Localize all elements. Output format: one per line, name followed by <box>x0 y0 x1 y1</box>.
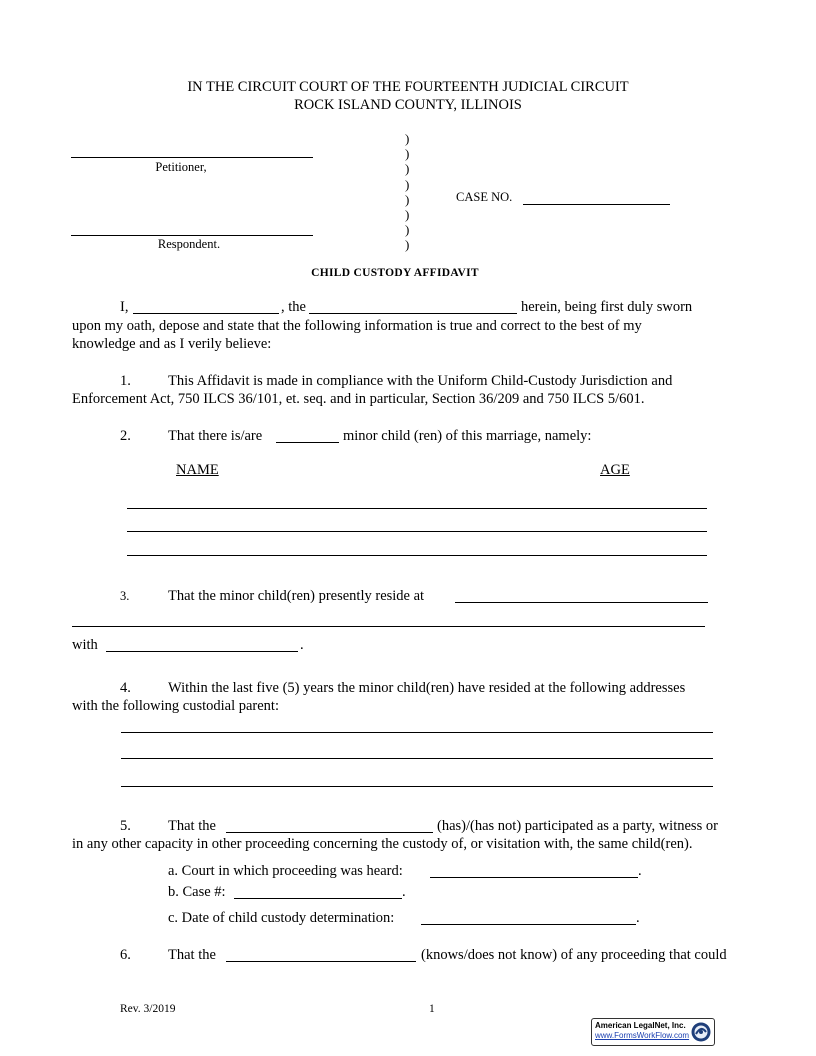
case-no-label: CASE NO. <box>456 190 513 204</box>
p3-period: . <box>300 637 304 653</box>
affiant-role-field[interactable] <box>309 313 517 314</box>
p3-text: That the minor child(ren) presently reside at <box>168 588 425 604</box>
p5-post: (has)/(has not) participated as a party, witness or <box>437 818 718 834</box>
p2-post: minor child (ren) of this marriage, namely: <box>343 428 592 444</box>
p4-line1: Within the last five (5) years the minor child(ren) have resided at the following addresses <box>168 680 686 696</box>
intro-i: I, <box>120 299 129 315</box>
address-row-1[interactable] <box>121 732 713 733</box>
p5-a-label: a. Court in which proceeding was heard: <box>168 863 403 879</box>
residing-with-field[interactable] <box>106 651 298 652</box>
intro-line2: upon my oath, depose and state that the following information is true and correct to the best of my <box>72 318 642 334</box>
petitioner-line[interactable] <box>71 157 313 158</box>
p4-number: 4. <box>120 680 131 696</box>
document-title: CHILD CUSTODY AFFIDAVIT <box>311 267 479 279</box>
publisher-name: American LegalNet, Inc. <box>595 1021 686 1030</box>
p5-b-label: b. Case #: <box>168 884 226 900</box>
p5-a-period: . <box>638 863 642 879</box>
county-name: ROCK ISLAND COUNTY, ILLINOIS <box>294 97 522 113</box>
publisher-logo[interactable] <box>591 1018 715 1046</box>
party-field[interactable] <box>226 832 433 833</box>
children-count-field[interactable] <box>276 442 339 443</box>
child-row-1[interactable] <box>127 508 707 509</box>
case-number-field[interactable] <box>234 898 402 899</box>
intro-line3: knowledge and as I verily believe: <box>72 336 272 352</box>
p2-pre: That there is/are <box>168 428 263 444</box>
p4-line2: with the following custodial parent: <box>72 698 279 714</box>
determination-date-field[interactable] <box>421 924 636 925</box>
address-row-3[interactable] <box>121 786 713 787</box>
publisher-globe-icon <box>690 1021 712 1043</box>
child-row-2[interactable] <box>127 531 707 532</box>
residence-field-2[interactable] <box>72 626 705 627</box>
p6-number: 6. <box>120 947 131 963</box>
respondent-label: Respondent. <box>157 237 221 251</box>
knowledge-party-field[interactable] <box>226 961 416 962</box>
child-row-3[interactable] <box>127 555 707 556</box>
p5-line2: in any other capacity in other proceeding concerning the custody of, or visitation with, the same child(ren). <box>72 836 693 852</box>
court-heard-field[interactable] <box>430 877 638 878</box>
p5-c-period: . <box>636 910 640 926</box>
p6-post: (knows/does not know) of any proceeding that could <box>421 947 727 963</box>
case-no-field[interactable] <box>523 204 670 205</box>
p3-with: with <box>72 637 98 653</box>
age-header: AGE <box>600 462 630 478</box>
court-name: IN THE CIRCUIT COURT OF THE FOURTEENTH JUDICIAL CIRCUIT <box>187 79 629 95</box>
address-row-2[interactable] <box>121 758 713 759</box>
residence-field[interactable] <box>455 602 708 603</box>
p1-number: 1. <box>120 373 131 389</box>
p6-pre: That the <box>168 947 216 963</box>
respondent-line[interactable] <box>71 235 313 236</box>
p2-number: 2. <box>120 428 131 444</box>
affiant-name-field[interactable] <box>133 313 279 314</box>
publisher-url[interactable]: www.FormsWorkFlow.com <box>595 1031 690 1040</box>
intro-rest: herein, being first duly sworn <box>521 299 693 315</box>
p3-number: 3. <box>120 589 130 603</box>
p1-line1: This Affidavit is made in compliance with the Uniform Child-Custody Jurisdiction and <box>168 373 673 389</box>
petitioner-label: Petitioner, <box>155 160 207 174</box>
name-header: NAME <box>176 462 219 478</box>
caption-parens: ) ) ) ) ) ) ) ) <box>405 131 410 253</box>
p5-number: 5. <box>120 818 131 834</box>
intro-the: , the <box>281 299 306 315</box>
p1-line2: Enforcement Act, 750 ILCS 36/101, et. seq. and in particular, Section 36/209 and 750 ILCS 5/601. <box>72 391 645 407</box>
page-number: 1 <box>429 1003 435 1015</box>
p5-c-label: c. Date of child custody determination: <box>168 910 395 926</box>
p5-b-period: . <box>402 884 406 900</box>
revision-date: Rev. 3/2019 <box>120 1003 176 1015</box>
p5-pre: That the <box>168 818 216 834</box>
